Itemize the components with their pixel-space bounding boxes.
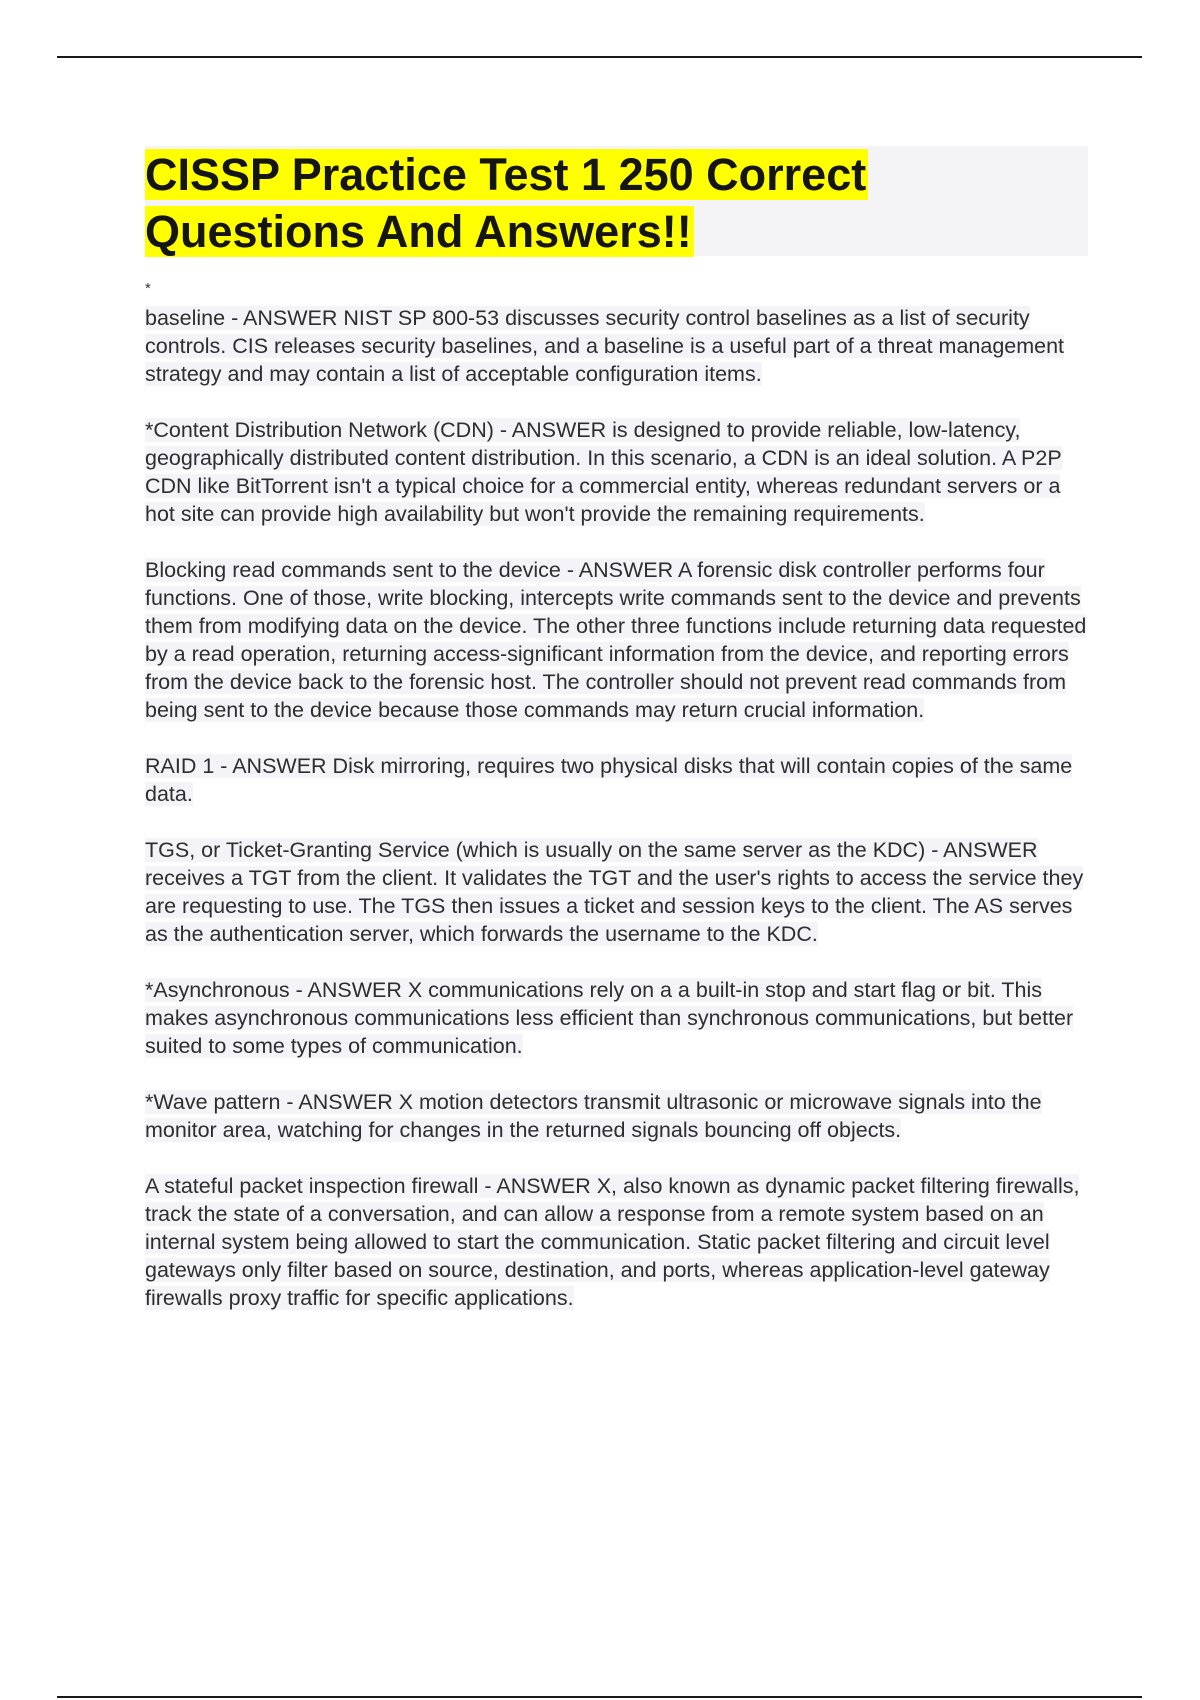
qa-entry-cdn (145, 416, 1090, 528)
qa-entry-forensic-controller (145, 556, 1090, 724)
qa-entry-tgs (145, 836, 1090, 948)
qa-text: baseline - ANSWER NIST SP 800-53 discusses security control baselines as a list of security controls. CIS releases security baselines, and a baseline is a useful part of a threat management strategy and may contain a list of acceptable configuration items. (145, 306, 1065, 386)
qa-text: *Asynchronous - ANSWER X communications rely on a a built-in stop and start flag or bit. This makes asynchronous communications less efficient than synchronous communications, but better suited to some types of communication. (145, 978, 1074, 1058)
header-rule (57, 56, 1142, 58)
footer-rule (57, 1696, 1142, 1698)
qa-text: *Wave pattern - ANSWER X motion detectors transmit ultrasonic or microwave signals into the monitor area, watching for changes in the returned signals bouncing off objects. (145, 1090, 1042, 1142)
qa-text: A stateful packet inspection firewall - ANSWER X, also known as dynamic packet filtering firewalls, track the state of a conversation, and can allow a response from a remote system based on an internal system being allowed to start the communication. Static packet filtering and circuit level gateways only filter based on source, destination, and ports, whereas application-level gateway firewalls proxy traffic for specific applications. (145, 1174, 1080, 1310)
qa-entry-stateful-firewall (145, 1172, 1090, 1312)
qa-entry-raid1 (145, 752, 1090, 808)
qa-entry-wave-pattern (145, 1088, 1090, 1144)
qa-text: Blocking read commands sent to the device - ANSWER A forensic disk controller performs four functions. One of those, write blocking, intercepts write commands sent to the device and prevents them from modifying data on the device. The other three functions include returning data requested by a read operation, returning access-significant information from the device, and reporting errors from the device back to the forensic host. The controller should not prevent read commands from being sent to the device because those commands may return crucial information. (145, 558, 1087, 722)
page-title (145, 146, 1088, 260)
title-line-2: Questions And Answers!! (145, 206, 692, 257)
title-line-1: CISSP Practice Test 1 250 Correct (145, 149, 867, 200)
qa-text: TGS, or Ticket-Granting Service (which is usually on the same server as the KDC) - ANSWER receives a TGT from the client. It validates the TGT and the user's rights to access the service they are requesting to use. The TGS then issues a ticket and session keys to the client. The AS serves as the authentication server, which forwards the username to the KDC. (145, 838, 1084, 946)
qa-text: *Content Distribution Network (CDN) - ANSWER is designed to provide reliable, low-latency, geographically distributed content distribution. In this scenario, a CDN is an ideal solution. A P2P CDN like BitTorrent isn't a typical choice for a commercial entity, whereas redundant servers or a hot site can provide high availability but won't provide the remaining requirements. (145, 418, 1062, 526)
qa-text: RAID 1 - ANSWER Disk mirroring, requires two physical disks that will contain copies of the same data. (145, 754, 1073, 806)
qa-entry-asynchronous (145, 976, 1090, 1060)
title-block (145, 146, 1088, 256)
document-body (145, 280, 1090, 1340)
qa-entry-baseline (145, 304, 1090, 388)
bullet-marker: * (145, 280, 151, 297)
